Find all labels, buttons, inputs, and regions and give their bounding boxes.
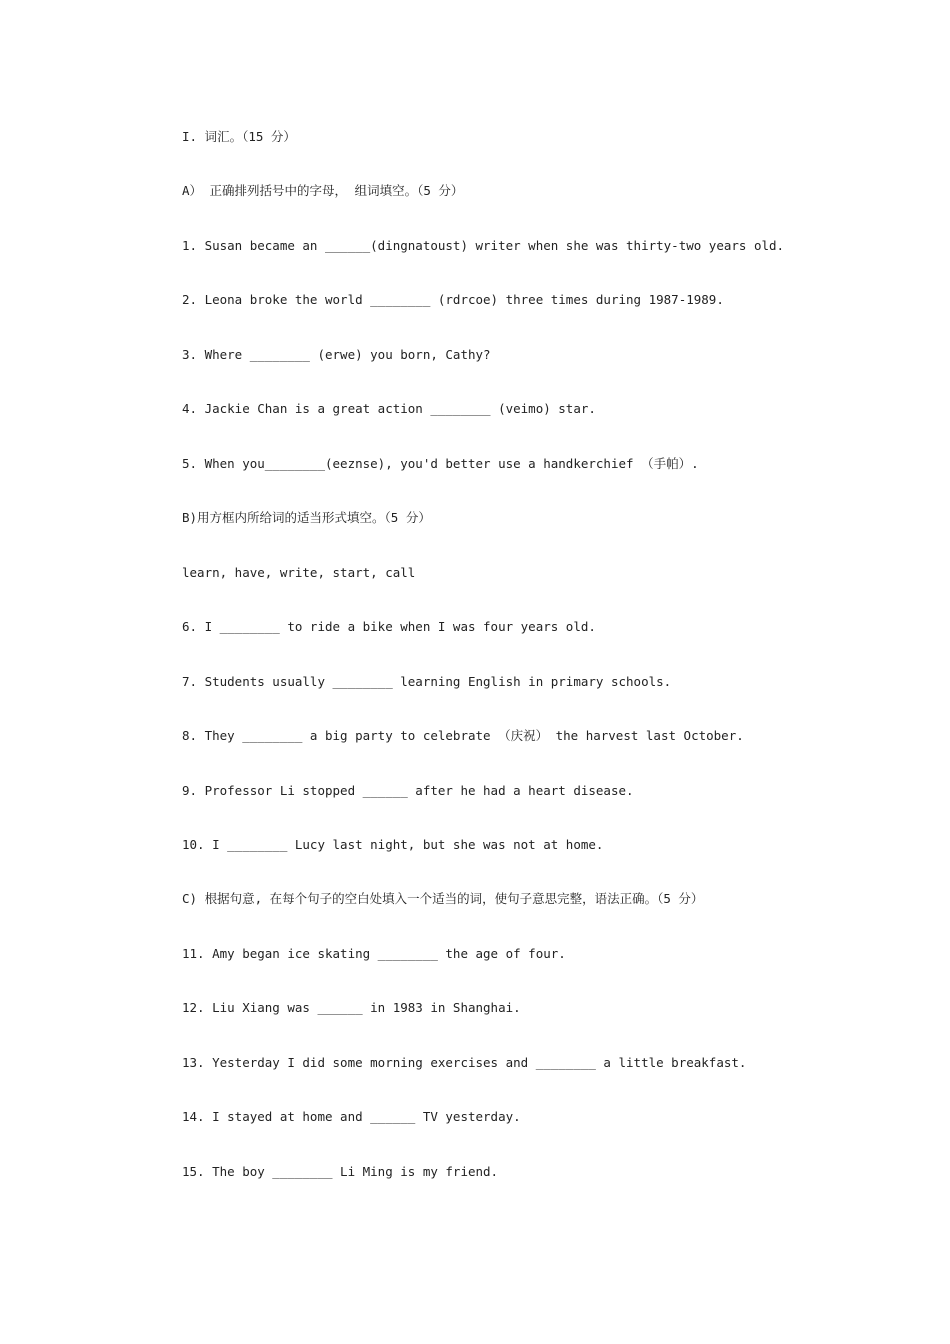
question-13: 13. Yesterday I did some morning exercises and ________ a little breakfast. <box>182 1055 747 1070</box>
section-heading-vocabulary: I. 词汇。（15 分） <box>182 129 296 144</box>
question-9: 9. Professor Li stopped ______ after he had a heart disease. <box>182 783 634 798</box>
question-14: 14. I stayed at home and ______ TV yesterday. <box>182 1109 521 1124</box>
question-3: 3. Where ________ (erwe) you born, Cathy? <box>182 347 491 362</box>
word-bank: learn, have, write, start, call <box>182 565 416 580</box>
question-15: 15. The boy ________ Li Ming is my friend. <box>182 1164 499 1179</box>
question-1: 1. Susan became an ______(dingnatoust) writer when she was thirty-two years old. <box>182 238 785 253</box>
question-6: 6. I ________ to ride a bike when I was four years old. <box>182 619 596 634</box>
question-5: 5. When you________(eeznse), you'd better use a handkerchief （手帕）. <box>182 456 699 471</box>
question-8: 8. They ________ a big party to celebrate （庆祝） the harvest last October. <box>182 728 744 743</box>
part-a-instruction: A） 正确排列括号中的字母， 组词填空。（5 分） <box>182 183 464 198</box>
question-2: 2. Leona broke the world ________ (rdrcoe) three times during 1987-1989. <box>182 292 724 307</box>
part-b-instruction: B)用方框内所给词的适当形式填空。（5 分） <box>182 510 431 525</box>
part-c-instruction: C) 根据句意, 在每个句子的空白处填入一个适当的词，使句子意思完整，语法正确。（5 分） <box>182 891 704 906</box>
question-10: 10. I ________ Lucy last night, but she was not at home. <box>182 837 604 852</box>
question-4: 4. Jackie Chan is a great action ________ (veimo) star. <box>182 401 596 416</box>
question-7: 7. Students usually ________ learning English in primary schools. <box>182 674 672 689</box>
question-11: 11. Amy began ice skating ________ the age of four. <box>182 946 566 961</box>
question-12: 12. Liu Xiang was ______ in 1983 in Shanghai. <box>182 1000 521 1015</box>
